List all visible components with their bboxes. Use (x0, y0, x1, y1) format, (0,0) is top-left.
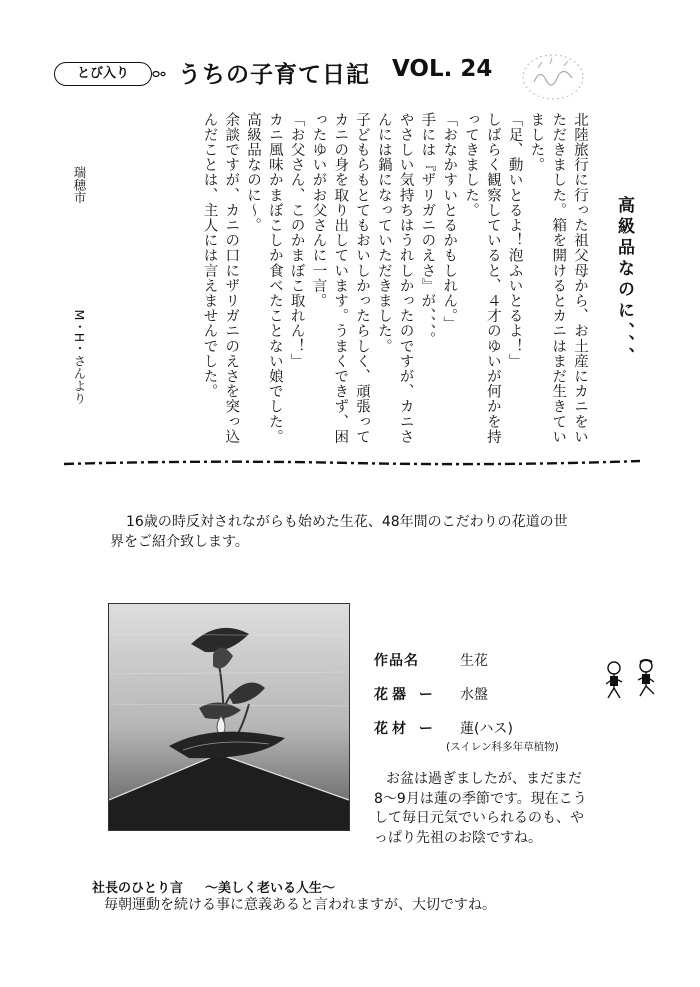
essay-heading: 高級品なのに、、、 (614, 196, 634, 368)
essay-paragraph: 「おなかすいとるかもしれん。」 (441, 112, 458, 332)
essay-author (70, 166, 88, 406)
footer-title: 社長のひとり言 (92, 881, 184, 896)
essay-paragraph: 子どもらもとてもおいしかったらしく、頑張ってカニの身を取り出しています。うまくできず、困ったゆいがお父さんに一言。 (310, 112, 371, 445)
author-name: M・H・さんより (72, 309, 87, 405)
handwriting-stamp-icon (520, 52, 586, 102)
essay-paragraph: 「お父さん、このかまぼこ取れん！」 (288, 112, 305, 369)
spec-work: 作品名 生花 (374, 653, 488, 669)
speech-tail-icon (152, 69, 166, 79)
badge (54, 62, 166, 86)
ikebana-intro: 16歳の時反対されながらも始めた生花、48年間のこだわりの花道の世界をご紹介致します。 (110, 514, 568, 550)
essay-paragraph: 「足、動いとるよ！泡ふいとるよ！」 (506, 112, 523, 369)
badge-label: とび入り (54, 62, 152, 86)
essay-paragraph: 高級品なのに〜。 (245, 112, 262, 233)
essay-paragraph: 北陸旅行に行った祖父母から、お土産にカニをいただきました。箱を開けるとカニはまだ生きていました。 (528, 112, 588, 445)
season-text: お盆は過ぎましたが、まだまだ8～9月は蓮の季節です。現在こうして毎日元気でいられるのも、やっぱり先祖のお陰ですね。 (374, 771, 587, 846)
section-divider (64, 458, 640, 468)
footer-subtitle: ～美しく老いる人生～ (205, 881, 336, 896)
ikebana-photo (108, 603, 350, 831)
author-city: 瑞穂市 (72, 166, 87, 204)
essay-paragraph: カニ風味かまぼこしか食べたことない娘でした。 (266, 112, 283, 445)
volume-number: VOL. 24 (392, 56, 493, 82)
running-kids-icon (596, 656, 668, 704)
page-title: うちの子育て日記 (178, 62, 370, 88)
footer-text: 毎朝運動を続ける事に意義あると言われますが、大切ですね。 (104, 897, 496, 913)
essay-body (120, 112, 590, 452)
essay-paragraph: やさしい気持ちはうれしかったのですが、カニさんには鍋になっていただきました。 (375, 112, 414, 445)
spec-vessel: 花器 ー 水盤 (374, 687, 488, 703)
essay-paragraph: 余談ですが、カニの口にザリガニのえさを突っ込んだことは、主人には言えませんでした。 (201, 112, 240, 445)
essay-paragraph: しばらく観察していると、４才のゆいが何かを持ってきました。 (463, 112, 501, 445)
essay-paragraph: 手には『ザリガニのえさ』が、、、。 (419, 112, 436, 347)
spec-material-note: (スイレン科多年草植物) (446, 741, 559, 753)
spec-material: 花材 ー 蓮(ハス) (374, 721, 513, 737)
